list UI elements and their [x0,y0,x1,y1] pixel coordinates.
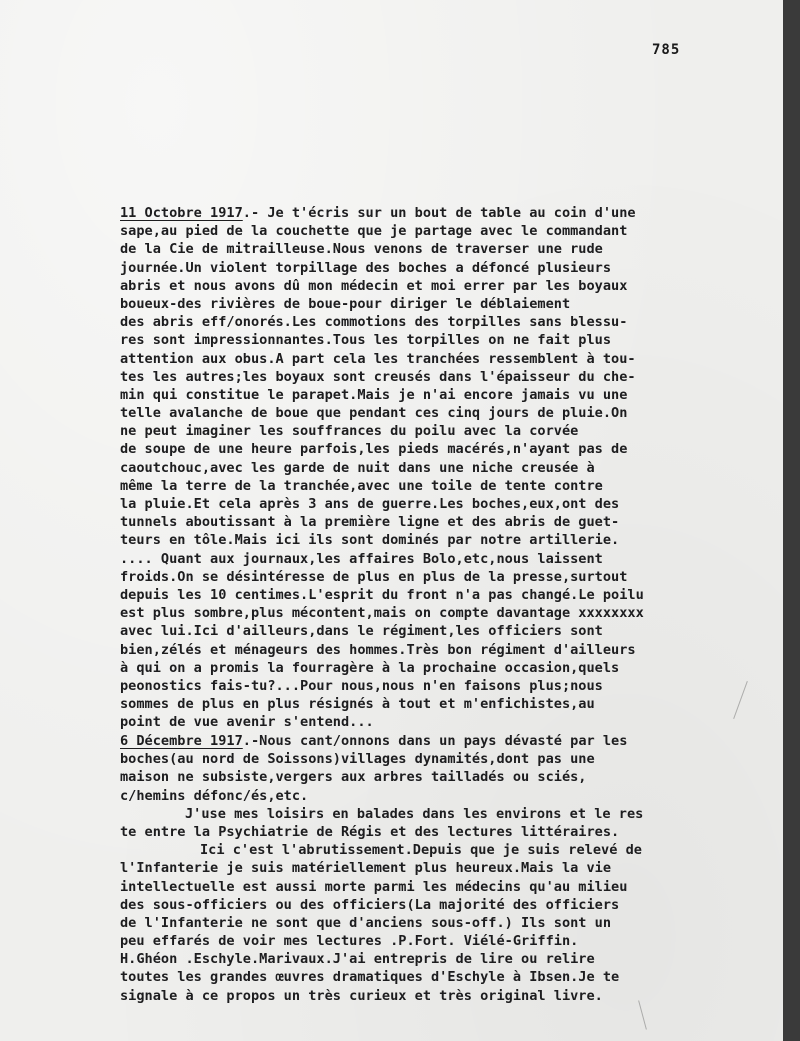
text-line: abris et nous avons dû mon médecin et moi errer par les boyaux [120,277,628,294]
text-line: maison ne subsiste,vergers aux arbres tailladés ou sciés, [120,769,587,786]
text-line: H.Ghéon .Eschyle.Marivaux.J'ai entrepris de lire ou relire [120,951,595,968]
text-line: signale à ce propos un très curieux et très original livre. [120,987,603,1004]
text-line: sommes de plus en plus résignés à tout et m'enfichistes,au [120,696,595,713]
text-line: 11 Octobre 1917.- Je t'écris sur un bout de table au coin d'une [120,205,636,221]
page-number: 785 [652,42,681,58]
entry-date: 11 Octobre 1917 [120,205,243,221]
text-line: te entre la Psychiatrie de Régis et des lectures littéraires. [120,823,620,840]
text-line: tes les autres;les boyaux sont creusés dans l'épaisseur du che- [120,368,636,385]
text-line: des abris eff/onorés.Les commotions des torpilles sans blessu- [120,314,628,331]
text-line: boueux-des rivières de boue-pour diriger le déblaiement [120,295,571,312]
text-line: boches(au nord de Soissons)villages dynamités,dont pas une [120,751,595,768]
text-line: c/hemins défonc/és,etc. [120,787,309,804]
text-line: froids.On se désintéresse de plus en plus de la presse,surtout [120,568,628,585]
entry-date: 6 Décembre 1917 [120,733,243,749]
text-line: .... Quant aux journaux,les affaires Bolo,etc,nous laissent [120,550,603,567]
text-line: res sont impressionnantes.Tous les torpilles on ne fait plus [120,332,612,349]
text-line: tunnels aboutissant à la première ligne et des abris de guet- [120,514,620,531]
text-line: point de vue avenir s'entend... [120,714,374,731]
text-line: de l'Infanterie ne sont que d'anciens sous-off.) Ils sont un [120,914,612,931]
text-line: de la Cie de mitrailleuse.Nous venons de traverser une rude [120,241,603,258]
text-line: à qui on a promis la fourragère à la prochaine occasion,quels [120,659,620,676]
text-line: journée.Un violent torpillage des boches a défoncé plusieurs [120,259,612,276]
text-line: 6 Décembre 1917.-Nous cant/onnons dans un pays dévasté par les [120,733,628,749]
text-line: Ici c'est l'abrutissement.Depuis que je suis relevé de [200,842,642,859]
text-line: toutes les grandes œuvres dramatiques d'Eschyle à Ibsen.Je te [120,969,620,986]
text-line: peu effarés de voir mes lectures .P.Fort. Viélé-Griffin. [120,933,579,950]
text-line: telle avalanche de boue que pendant ces cinq jours de pluie.On [120,405,628,422]
diary-entry-december [120,732,780,1005]
text-line: intellectuelle est aussi morte parmi les médecins qu'au milieu [120,878,628,895]
text-line: même la terre de la tranchée,avec une toile de tente contre [120,477,603,494]
text-line: teurs en tôle.Mais ici ils sont dominés par notre artillerie. [120,532,620,549]
scan-border [783,0,800,1041]
text-line: sape,au pied de la couchette que je partage avec le commandant [120,223,628,240]
text-line: J'use mes loisirs en balades dans les environs et le res [185,805,644,822]
text-line: de soupe de une heure parfois,les pieds macérés,n'ayant pas de [120,441,628,458]
text-line: des sous-officiers ou des officiers(La majorité des officiers [120,896,620,913]
text-line: depuis les 10 centimes.L'esprit du front n'a pas changé.Le poilu [120,586,644,603]
text-line: ne peut imaginer les souffrances du poilu avec la corvée [120,423,579,440]
text-line: caoutchouc,avec les garde de nuit dans une niche creusée à [120,459,595,476]
text-line: min qui constitue le parapet.Mais je n'ai encore jamais vu une [120,386,628,403]
text-line: est plus sombre,plus mécontent,mais on compte davantage xxxxxxxx [120,605,644,622]
diary-entry-october [120,204,780,731]
text-line: l'Infanterie je suis matériellement plus heureux.Mais la vie [120,860,612,877]
text-line: bien,zélés et ménageurs des hommes.Très bon régiment d'ailleurs [120,641,636,658]
text-line: la pluie.Et cela après 3 ans de guerre.Les boches,eux,ont des [120,496,620,512]
text-line: attention aux obus.A part cela les tranchées ressemblent à tou- [120,350,636,367]
text-line: avec lui.Ici d'ailleurs,dans le régiment,les officiers sont [120,623,603,640]
text-line: peonostics fais-tu?...Pour nous,nous n'en faisons plus;nous [120,677,603,694]
